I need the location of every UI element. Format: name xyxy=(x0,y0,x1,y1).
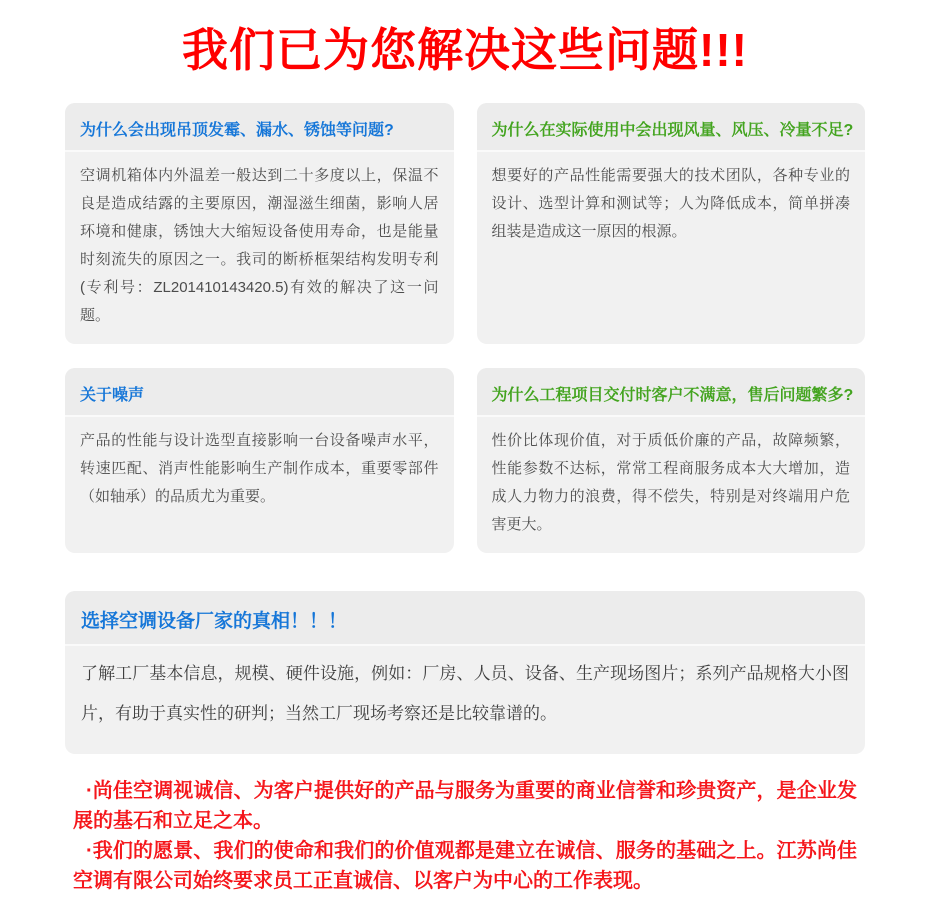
card-body-factory-truth: 了解工厂基本信息，规模、硬件设施，例如：厂房、人员、设备、生产现场图片；系列产品规格大小图片，有助于真实性的研判；当然工厂现场考察还是比较靠谱的。 xyxy=(81,663,849,723)
card-title-airflow-pressure-cooling: 为什么在实际使用中会出现风量、风压、冷量不足? xyxy=(477,103,866,152)
card-title-mold-leak-rust: 为什么会出现吊顶发霉、漏水、锈蚀等问题? xyxy=(65,103,454,152)
card-body-airflow-pressure-cooling: 想要好的产品性能需要强大的技术团队，各种专业的设计、选型计算和测试等；人为降低成本，简单拼凑组装是造成这一原因的根源。 xyxy=(491,166,850,240)
card-body-mold-leak-rust: 空调机箱体内外温差一般达到二十多度以上，保温不良是造成结露的主要原因，潮湿滋生细菌，影响人居环境和健康，锈蚀大大缩短设备使用寿命，也是能量时刻流失的原因之一。我司的断桥框架结构发明专利(专利号：ZL201410143420.5)有效的解决了这一问题。 xyxy=(80,166,439,324)
card-noise xyxy=(65,368,454,553)
card-airflow-pressure-cooling xyxy=(477,103,866,344)
card-mold-leak-rust xyxy=(65,103,454,344)
card-after-sales xyxy=(477,368,866,553)
page xyxy=(0,24,930,896)
card-body-noise: 产品的性能与设计选型直接影响一台设备噪声水平，转速匹配、消声性能影响生产制作成本，重要零部件（如轴承）的品质尤为重要。 xyxy=(80,431,439,505)
cards-grid xyxy=(65,103,865,754)
footnote-vision: ·我们的愿景、我们的使命和我们的价值观都是建立在诚信、服务的基础之上。江苏尚佳空调有限公司始终要求员工正直诚信、以客户为中心的工作表现。 xyxy=(73,839,857,892)
footnote-integrity: ·尚佳空调视诚信、为客户提供好的产品与服务为重要的商业信誉和珍贵资产，是企业发展的基石和立足之本。 xyxy=(73,779,857,832)
card-title-noise: 关于噪声 xyxy=(65,368,454,417)
card-title-factory-truth: 选择空调设备厂家的真相！！！ xyxy=(65,591,865,646)
footnotes xyxy=(73,776,857,896)
page-title: 我们已为您解决这些问题!!! xyxy=(182,24,748,76)
card-title-after-sales: 为什么工程项目交付时客户不满意，售后问题繁多? xyxy=(477,368,866,417)
card-body-after-sales: 性价比体现价值，对于质低价廉的产品，故障频繁，性能参数不达标，常常工程商服务成本大大增加，造成人力物力的浪费，得不偿失，特别是对终端用户危害更大。 xyxy=(491,431,850,533)
card-factory-truth xyxy=(65,591,865,754)
